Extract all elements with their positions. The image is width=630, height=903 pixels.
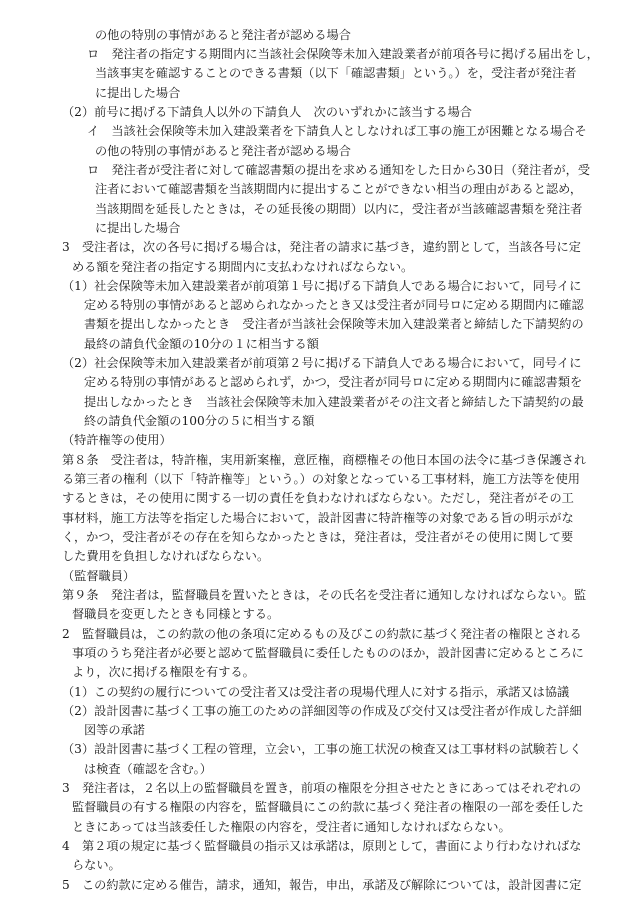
- text-line: （2）設計図書に基づく工事の施工のための詳細図等の作成及び交付又は受注者が作成した詳細: [62, 703, 582, 718]
- text-block: [62, 238, 581, 257]
- text-line: の他の特別の事情があると発注者が認める場合: [95, 143, 351, 158]
- text-block: [84, 721, 145, 740]
- text-block: [62, 837, 581, 856]
- text-block: [84, 296, 584, 354]
- text-line: 最終の請負代金額の10分の１に相当する額: [84, 336, 319, 351]
- text-line: に提出した場合: [95, 85, 181, 100]
- text-line: （3）設計図書に基づく工程の管理，立会い，工事の施工状況の検査又は工事材料の試験若しく: [62, 742, 582, 757]
- text-line: る第三者の権利（以下「特許権等」という。）の対象となっている工事材料，施工方法等を使用: [62, 472, 580, 487]
- text-block: [95, 180, 583, 238]
- text-line: ときにあっては当該委任した権限の内容を，受注者に通知しなければならない。: [72, 819, 511, 834]
- text-block: [95, 142, 351, 161]
- text-line: （1）この契約の履行についての受注者又は受注者の現場代理人に対する指示，承諾又は協議: [62, 684, 570, 699]
- text-block: [62, 354, 581, 373]
- text-block: [62, 277, 581, 296]
- text-line: 事材料，施工方法等を指定した場合において，設計図書に特許権等の対象である旨の明示がな: [62, 510, 574, 525]
- text-line: 第８条 受注者は，特許権，実用新案権，意匠権，商標権その他日本国の法令に基づき保護され: [62, 452, 587, 467]
- text-line: 第９条 発注者は，監督職員を置いたときは，その氏名を受注者に通知しなければならない。監: [62, 587, 587, 602]
- text-line: 当該事実を確認することのできる書類（以下「確認書類」という。）を，受注者が発注者: [95, 66, 577, 81]
- text-block: [84, 373, 584, 431]
- text-block: [87, 122, 587, 141]
- text-block: [62, 586, 586, 605]
- text-line: イ 当該社会保険等未加入建設業者を下請負人としなければ工事の施工が困難となる場合そ: [87, 124, 587, 139]
- text-block: [87, 45, 599, 64]
- text-line: める額を発注者の指定する期間内に支払わなければならない。: [72, 259, 414, 274]
- text-line: 終の請負代金額の100分の５に相当する額: [84, 414, 315, 429]
- text-line: く，かつ，受注者がその存在を知らなかったときは，発注者は，受注者がその使用に関して要: [62, 529, 574, 544]
- text-block: [62, 702, 582, 721]
- text-block: [62, 625, 582, 644]
- text-block: [95, 26, 351, 45]
- text-block: [95, 64, 576, 103]
- text-line: は検査（確認を含む。）: [84, 761, 212, 776]
- text-line: （2）社会保険等未加入建設業者が前項第２号に掲げる下請負人である場合において，同号イに: [62, 356, 582, 371]
- text-line: するときは，その使用に関する一切の責任を負わなければならない。ただし，発注者がその工: [62, 491, 574, 506]
- text-line: ロ 発注者の指定する期間内に当該社会保険等未加入建設業者が前項各号に掲げる届出をし，: [87, 47, 599, 62]
- text-line: 図等の承諾: [84, 723, 145, 738]
- text-block: [62, 451, 586, 567]
- text-line: に提出した場合: [95, 220, 181, 235]
- text-line: （2）前号に掲げる下請負人以外の下請負人 次のいずれかに該当する場合: [62, 105, 472, 120]
- text-line: 督職員を変更したときも同様とする。: [72, 607, 280, 622]
- text-line: 監督職員の有する権限の内容を，監督職員にこの約款に基づく発注者の権限の一部を委任した: [72, 800, 584, 815]
- text-block: [62, 103, 472, 122]
- text-line: （特許権等の使用）: [62, 433, 172, 448]
- text-line: 2 監督職員は，この約款の他の条項に定めるもの及びこの約款に基づく発注者の権限とされる: [62, 626, 582, 641]
- text-line: 書類を提出しなかったとき 受注者が当該社会保険等未加入建設業者と締結した下請契約の: [84, 317, 584, 332]
- text-line: ロ 発注者が受注者に対して確認書類の提出を求める通知をした日から30日（発注者が，受: [87, 162, 591, 177]
- text-line: 注者において確認書類を当該期間内に提出することができない相当の理由があると認め，: [95, 182, 583, 197]
- text-block: [72, 798, 584, 837]
- text-block: [62, 740, 582, 759]
- text-line: らない。: [72, 858, 121, 873]
- text-line: 4 第２項の規定に基づく監督職員の指示又は承諾は，原則として，書面により行わなければな: [62, 839, 582, 854]
- text-line: の他の特別の事情があると発注者が認める場合: [95, 27, 351, 42]
- text-block: [72, 856, 121, 875]
- text-block: [84, 760, 212, 779]
- text-block: [62, 683, 569, 702]
- text-line: 5 この約款に定める催告，請求，通知，報告，申出，承諾及び解除については，設計図書に定: [62, 877, 582, 892]
- text-line: （監督職員）: [62, 568, 136, 583]
- text-line: 事項のうち発注者が必要と認めて監督職員に委任したもののほか，設計図書に定めるところに: [72, 645, 584, 660]
- text-line: 定める特別の事情があると認められず，かつ，受注者が同号ロに定める期間内に確認書類を: [84, 375, 583, 390]
- text-line: 提出しなかったとき 当該社会保険等未加入建設業者がその注文者と締結した下請契約の最: [84, 394, 584, 409]
- text-line: 当該期間を延長したときは，その延長後の期間）以内に，受注者が当該確認書類を発注者: [95, 201, 583, 216]
- text-block: [72, 605, 279, 624]
- text-line: 3 受注者は，次の各号に掲げる場合は，発注者の請求に基づき，違約罰として，当該各号に定: [62, 240, 581, 255]
- text-block: [87, 161, 590, 180]
- text-line: 3 発注者は，２名以上の監督職員を置き，前項の権限を分担させたときにあってはそれぞれの: [62, 781, 582, 796]
- text-line: より，次に掲げる権限を有する。: [72, 665, 255, 680]
- text-line: （1）社会保険等未加入建設業者が前項第１号に掲げる下請負人である場合において，同号イに: [62, 278, 582, 293]
- text-block: [62, 779, 581, 798]
- text-block: [72, 258, 413, 277]
- text-block: [62, 876, 581, 895]
- text-block: [62, 431, 172, 450]
- text-block: [62, 567, 135, 586]
- text-line: 定める特別の事情があると認められなかったとき又は受注者が同号ロに定める期間内に確認: [84, 298, 584, 313]
- text-line: した費用を負担しなければならない。: [62, 549, 270, 564]
- text-block: [72, 644, 584, 683]
